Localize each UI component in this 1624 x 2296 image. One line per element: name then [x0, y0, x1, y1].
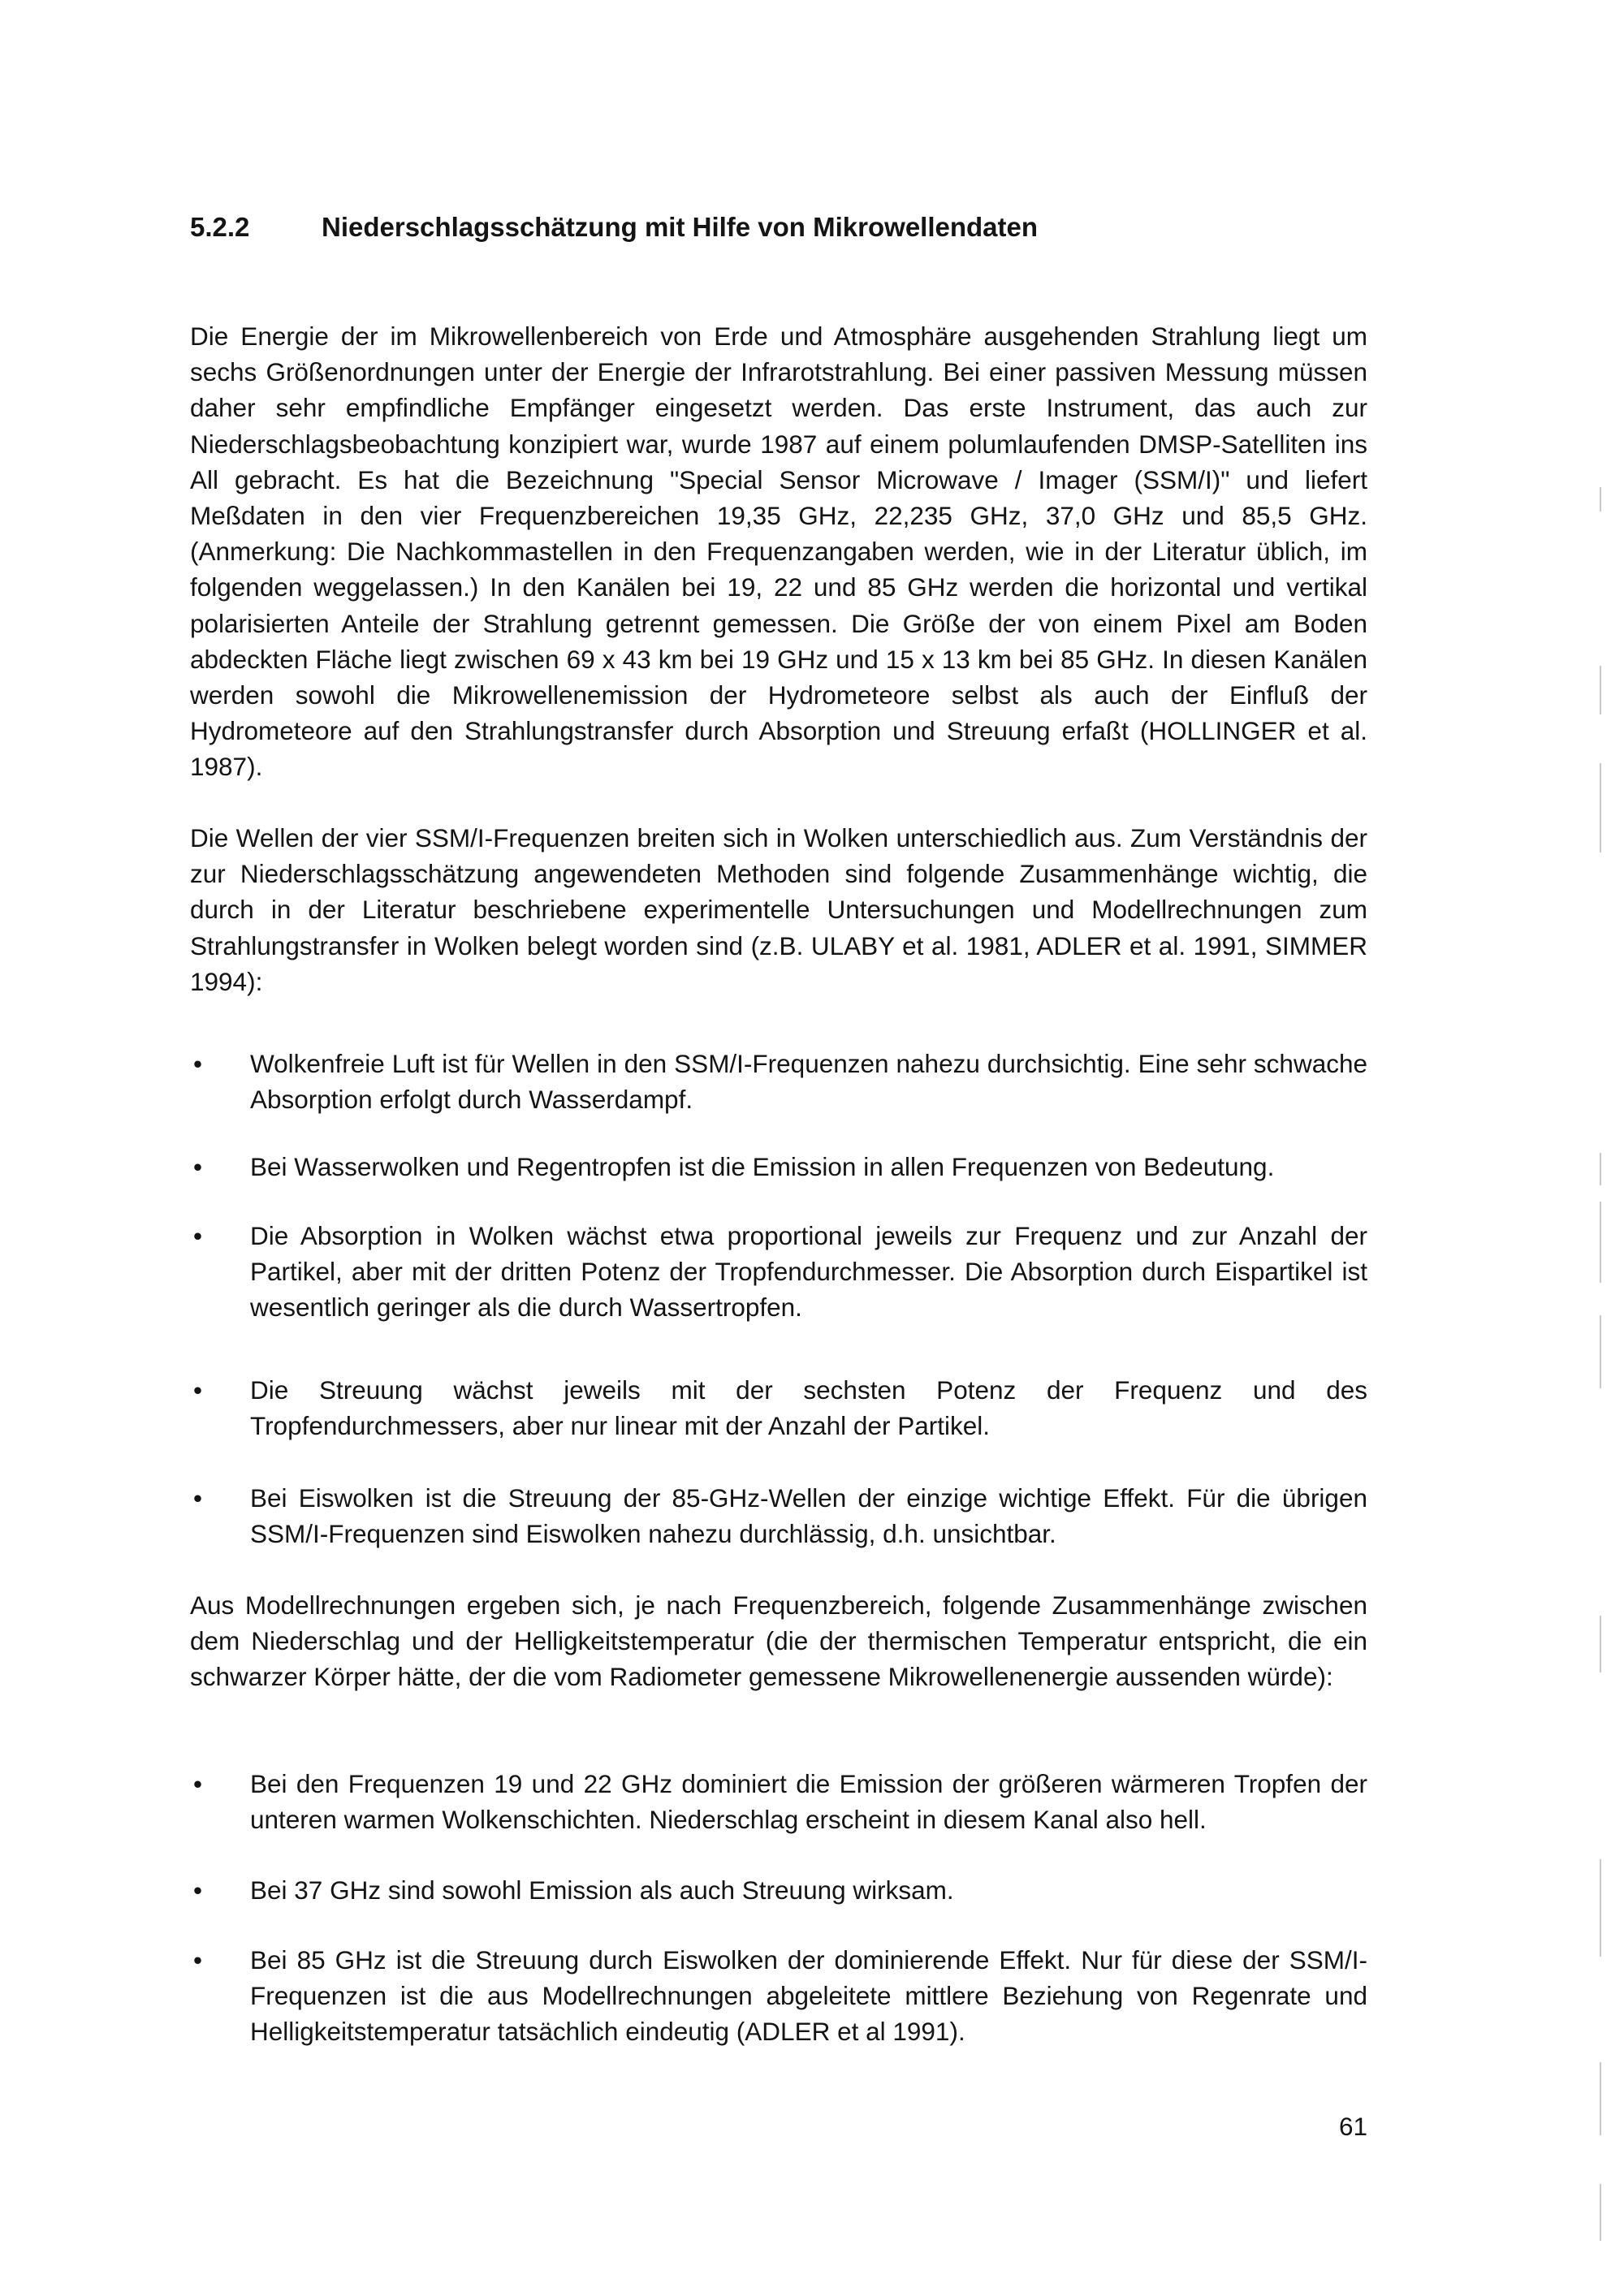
- scan-artifact: [1600, 487, 1601, 511]
- scan-artifact: [1600, 666, 1601, 714]
- paragraph-wave-propagation: Die Wellen der vier SSM/I-Frequenzen breiten sich in Wolken unterschiedlich aus. Zum Verständnis der zur Niederschlagsschätzung angewendeten Methoden sind folgende Zusammenhänge wichtig, die durch in der Literatur beschriebene experimentelle Untersuchungen und Modellrechnungen zum Strahlungstransfer in Wolken belegt worden sind (z.B. ULABY et al. 1981, ADLER et al. 1991, SIMMER 1994):: [190, 823, 1367, 996]
- bullet-marker: •: [193, 1375, 203, 1405]
- list-item-text: Bei Eiswolken ist die Streuung der 85-GHz-Wellen der einzige wichtige Effekt. Für die übrigen SSM/I-Frequenzen sind Eiswolken nahezu durchlässig, d.h. unsichtbar.: [250, 1483, 1367, 1549]
- bullet-marker: •: [193, 1769, 203, 1798]
- bullet-marker: •: [193, 1483, 203, 1513]
- list-item-text: Bei Wasserwolken und Regentropfen ist die Emission in allen Frequenzen von Bedeutung.: [250, 1152, 1275, 1181]
- scan-artifact: [1600, 1202, 1601, 1283]
- bullet-marker: •: [193, 1049, 203, 1078]
- bullet-marker: •: [193, 1152, 203, 1181]
- paragraph-model-calculations: Aus Modellrechnungen ergeben sich, je nach Frequenzbereich, folgende Zusammenhänge zwischen dem Niederschlag und der Helligkeitstemperatur (die der thermischen Temperatur entspricht, die ein schwarzer Körper hätte, der die vom Radiometer gemessene Mikrowellenenergie aussenden würde):: [190, 1590, 1367, 1692]
- list-item-text: Bei 85 GHz ist die Streuung durch Eiswolken der dominierende Effekt. Nur für diese der SSM/I-Frequenzen ist die aus Modellrechnungen abgeleitete mittlere Beziehung von Regenrate und Helligkeitstemperatur tatsächlich eindeutig (ADLER et al 1991).: [250, 1945, 1367, 2047]
- list-item-text: Wolkenfreie Luft ist für Wellen in den SSM/I-Frequenzen nahezu durchsichtig. Eine sehr schwache Absorption erfolgt durch Wasserdampf.: [250, 1049, 1367, 1115]
- scan-artifact: [1600, 1616, 1601, 1672]
- scan-artifact: [1600, 763, 1601, 852]
- list-item-text: Die Streuung wächst jeweils mit der sechsten Potenz der Frequenz und des Tropfendurchmessers, aber nur linear mit der Anzahl der Partikel.: [250, 1375, 1367, 1441]
- scan-artifact: [1600, 1859, 1601, 1957]
- scan-artifact: [1600, 1153, 1601, 1185]
- section-heading: [190, 209, 1038, 245]
- list-item-text: Bei den Frequenzen 19 und 22 GHz dominiert die Emission der größeren wärmeren Tropfen der unteren warmen Wolkenschichten. Niederschlag erscheint in diesem Kanal also hell.: [250, 1769, 1367, 1835]
- section-title: Niederschlagsschätzung mit Hilfe von Mikrowellendaten: [322, 212, 1039, 242]
- scan-artifact: [1600, 1315, 1601, 1388]
- section-number: 5.2.2: [190, 212, 250, 242]
- bullet-marker: •: [193, 1945, 203, 1974]
- scan-artifact: [1600, 2062, 1601, 2135]
- paragraph-intro: Die Energie der im Mikrowellenbereich von Erde und Atmosphäre ausgehenden Strahlung liegt um sechs Größenordnungen unter der Energie der Infrarotstrahlung. Bei einer passiven Messung müssen daher sehr empfindliche Empfänger eingesetzt werden. Das erste Instrument, das auch zur Niederschlagsbeobachtung konzipiert war, wurde 1987 auf einem polumlaufenden DMSP-Satelliten ins All gebracht. Es hat die Bezeichnung "Special Sensor Microwave / Imager (SSM/I)" und liefert Meßdaten in den vier Frequenzbereichen 19,35 GHz, 22,235 GHz, 37,0 GHz und 85,5 GHz. (Anmerkung: Die Nachkommastellen in den Frequenzangaben werden, wie in der Literatur üblich, im folgenden weggelassen.) In den Kanälen bei 19, 22 und 85 GHz werden die horizontal und vertikal polarisierten Anteile der Strahlung getrennt gemessen. Die Größe der von einem Pixel am Boden abdeckten Fläche liegt zwischen 69 x 43 km bei 19 GHz und 15 x 13 km bei 85 GHz. In diesen Kanälen werden sowohl die Mikrowellenemission der Hydrometeore selbst als auch der Einfluß der Hydrometeore auf den Strahlungstransfer durch Absorption und Streuung erfaßt (HOLLINGER et al. 1987).: [190, 322, 1367, 782]
- list-item-text: Die Absorption in Wolken wächst etwa proportional jeweils zur Frequenz und zur Anzahl der Partikel, aber mit der dritten Potenz der Tropfendurchmesser. Die Absorption durch Eispartikel ist wesentlich geringer als die durch Wassertropfen.: [250, 1221, 1367, 1323]
- bullet-marker: •: [193, 1221, 203, 1250]
- scan-artifact: [1600, 2184, 1601, 2241]
- page-number: 61: [1338, 2112, 1367, 2141]
- bullet-marker: •: [193, 1875, 203, 1905]
- list-item-text: Bei 37 GHz sind sowohl Emission als auch Streuung wirksam.: [250, 1875, 954, 1905]
